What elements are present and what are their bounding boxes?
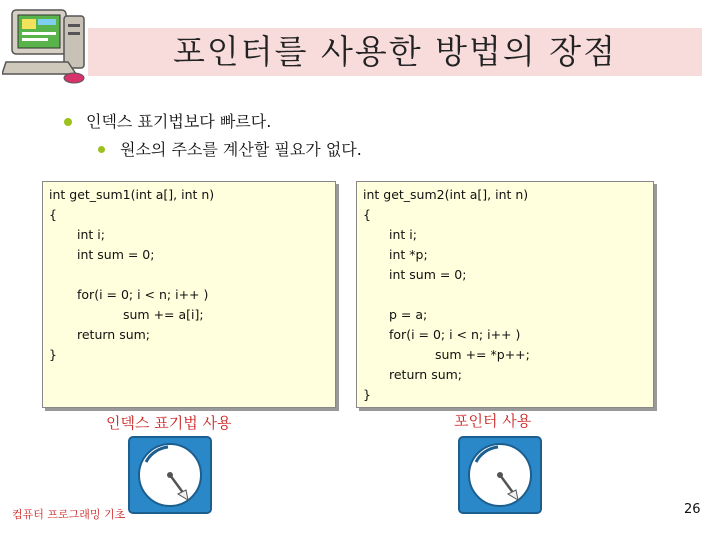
- code-line: p = a;: [389, 307, 428, 322]
- code-line: }: [49, 347, 57, 362]
- code-line: for(i = 0; i < n; i++ ): [389, 327, 521, 342]
- bullet-dot: [64, 118, 72, 126]
- gauge-icon: [458, 436, 542, 514]
- caption-pointer: 포인터 사용: [454, 412, 532, 430]
- bullet-2: 원소의 주소를 계산할 필요가 없다.: [120, 140, 362, 159]
- computer-icon: [2, 6, 90, 84]
- code-line: }: [363, 387, 371, 402]
- gauge-icon: [128, 436, 212, 514]
- page-number: 26: [684, 502, 701, 517]
- code-line: int sum = 0;: [389, 267, 467, 282]
- code-line: int sum = 0;: [77, 247, 155, 262]
- code-line: {: [49, 207, 57, 222]
- caption-index-notation: 인덱스 표기법 사용: [106, 414, 232, 432]
- code-line: sum += a[i];: [123, 307, 204, 322]
- code-box-left: [42, 181, 336, 408]
- code-line: int *p;: [389, 247, 428, 262]
- code-box-right: [356, 181, 654, 408]
- code-line: int i;: [77, 227, 105, 242]
- code-line: return sum;: [389, 367, 463, 382]
- code-line: int get_sum1(int a[], int n): [49, 187, 215, 202]
- code-line: return sum;: [77, 327, 151, 342]
- code-line: {: [363, 207, 371, 222]
- slide-title: 포인터를 사용한 방법의 장점: [172, 32, 617, 71]
- sub-bullet-dot: [98, 146, 105, 153]
- code-line: sum += *p++;: [435, 347, 530, 362]
- footer-course-title: 컴퓨터 프로그래밍 기초: [12, 508, 126, 521]
- code-line: int i;: [389, 227, 417, 242]
- bullet-1: 인덱스 표기법보다 빠르다.: [86, 112, 272, 131]
- code-line: for(i = 0; i < n; i++ ): [77, 287, 209, 302]
- code-line: int get_sum2(int a[], int n): [363, 187, 529, 202]
